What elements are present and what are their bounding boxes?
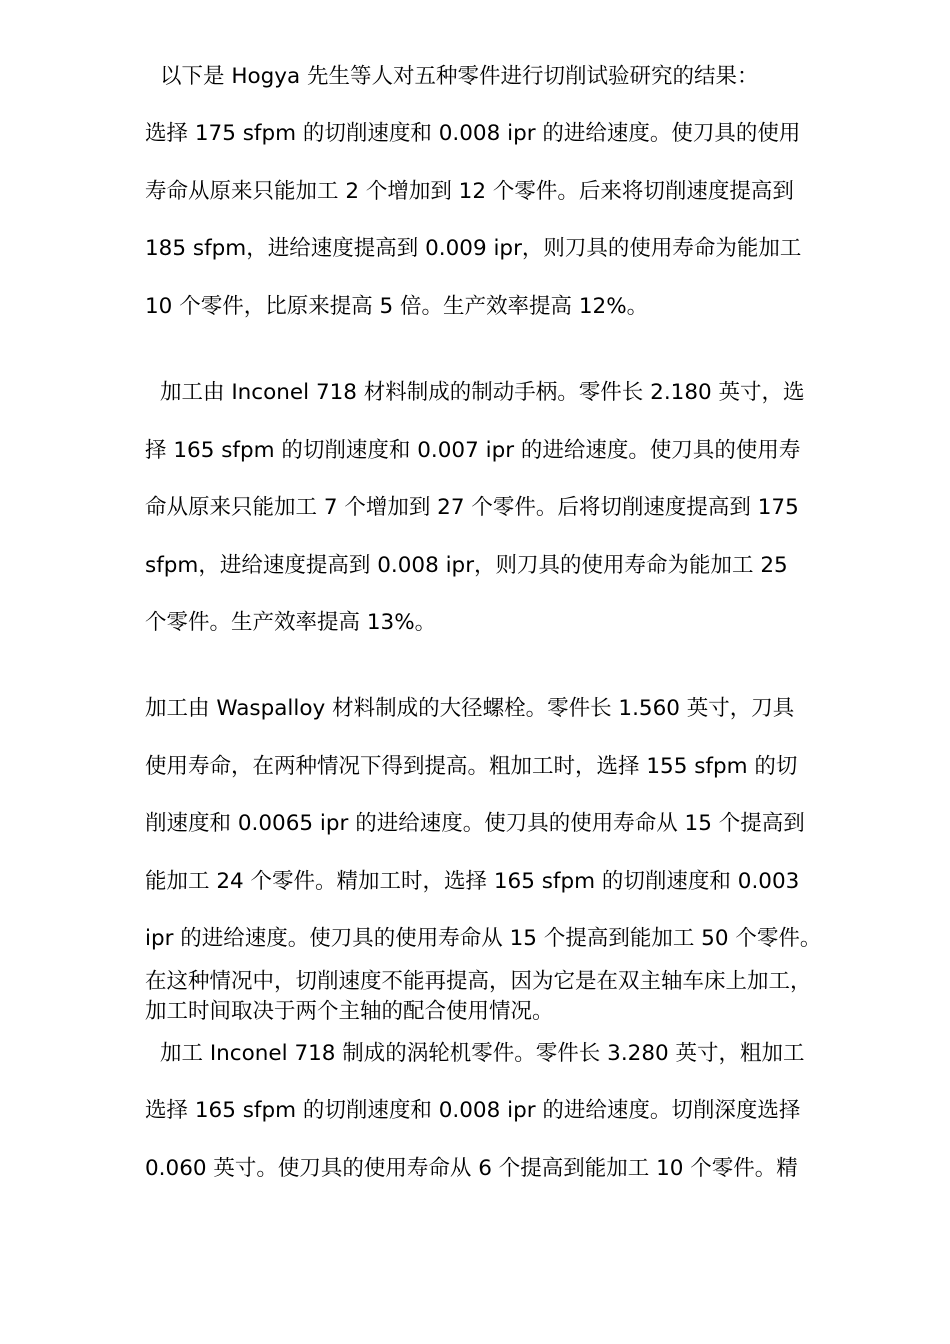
text-line: 能加工 24 个零件。精加工时，选择 165 sfpm 的切削速度和 0.003 [145, 869, 800, 894]
text-line: 0.060 英寸。使刀具的使用寿命从 6 个提高到能加工 10 个零件。精 [145, 1156, 798, 1181]
text-line: 选择 165 sfpm 的切削速度和 0.008 ipr 的进给速度。切削深度选择 [145, 1098, 801, 1123]
text-line: 10 个零件，比原来提高 5 倍。生产效率提高 12%。 [145, 294, 649, 319]
text-line: sfpm，进给速度提高到 0.008 ipr，则刀具的使用寿命为能加工 25 [145, 553, 788, 578]
text-line: 加工由 Inconel 718 材料制成的制动手柄。零件长 2.180 英寸，选 [160, 380, 805, 405]
text-line: 在这种情况中，切削速度不能再提高，因为它是在双主轴车床上加工， [145, 969, 812, 994]
text-line: 加工 Inconel 718 制成的涡轮机零件。零件长 3.280 英寸，粗加工 [160, 1041, 805, 1066]
text-line: 命从原来只能加工 7 个增加到 27 个零件。后将切削速度提高到 175 [145, 495, 799, 520]
text-line: 加工由 Waspalloy 材料制成的大径螺栓。零件长 1.560 英寸，刀具 [145, 696, 795, 721]
text-line: 削速度和 0.0065 ipr 的进给速度。使刀具的使用寿命从 15 个提高到 [145, 811, 805, 836]
text-line: 个零件。生产效率提高 13%。 [145, 610, 437, 635]
text-line: 寿命从原来只能加工 2 个增加到 12 个零件。后来将切削速度提高到 [145, 179, 794, 204]
text-line: 加工时间取决于两个主轴的配合使用情况。 [145, 999, 554, 1024]
text-line: 185 sfpm，进给速度提高到 0.009 ipr，则刀具的使用寿命为能加工 [145, 236, 802, 261]
text-line: 选择 175 sfpm 的切削速度和 0.008 ipr 的进给速度。使刀具的使用 [145, 121, 801, 146]
text-line: 以下是 Hogya 先生等人对五种零件进行切削试验研究的结果： [160, 64, 759, 89]
text-line: 择 165 sfpm 的切削速度和 0.007 ipr 的进给速度。使刀具的使用寿 [145, 438, 801, 463]
text-line: 使用寿命，在两种情况下得到提高。粗加工时，选择 155 sfpm 的切 [145, 754, 798, 779]
text-line: ipr 的进给速度。使刀具的使用寿命从 15 个提高到能加工 50 个零件。 [145, 926, 822, 951]
